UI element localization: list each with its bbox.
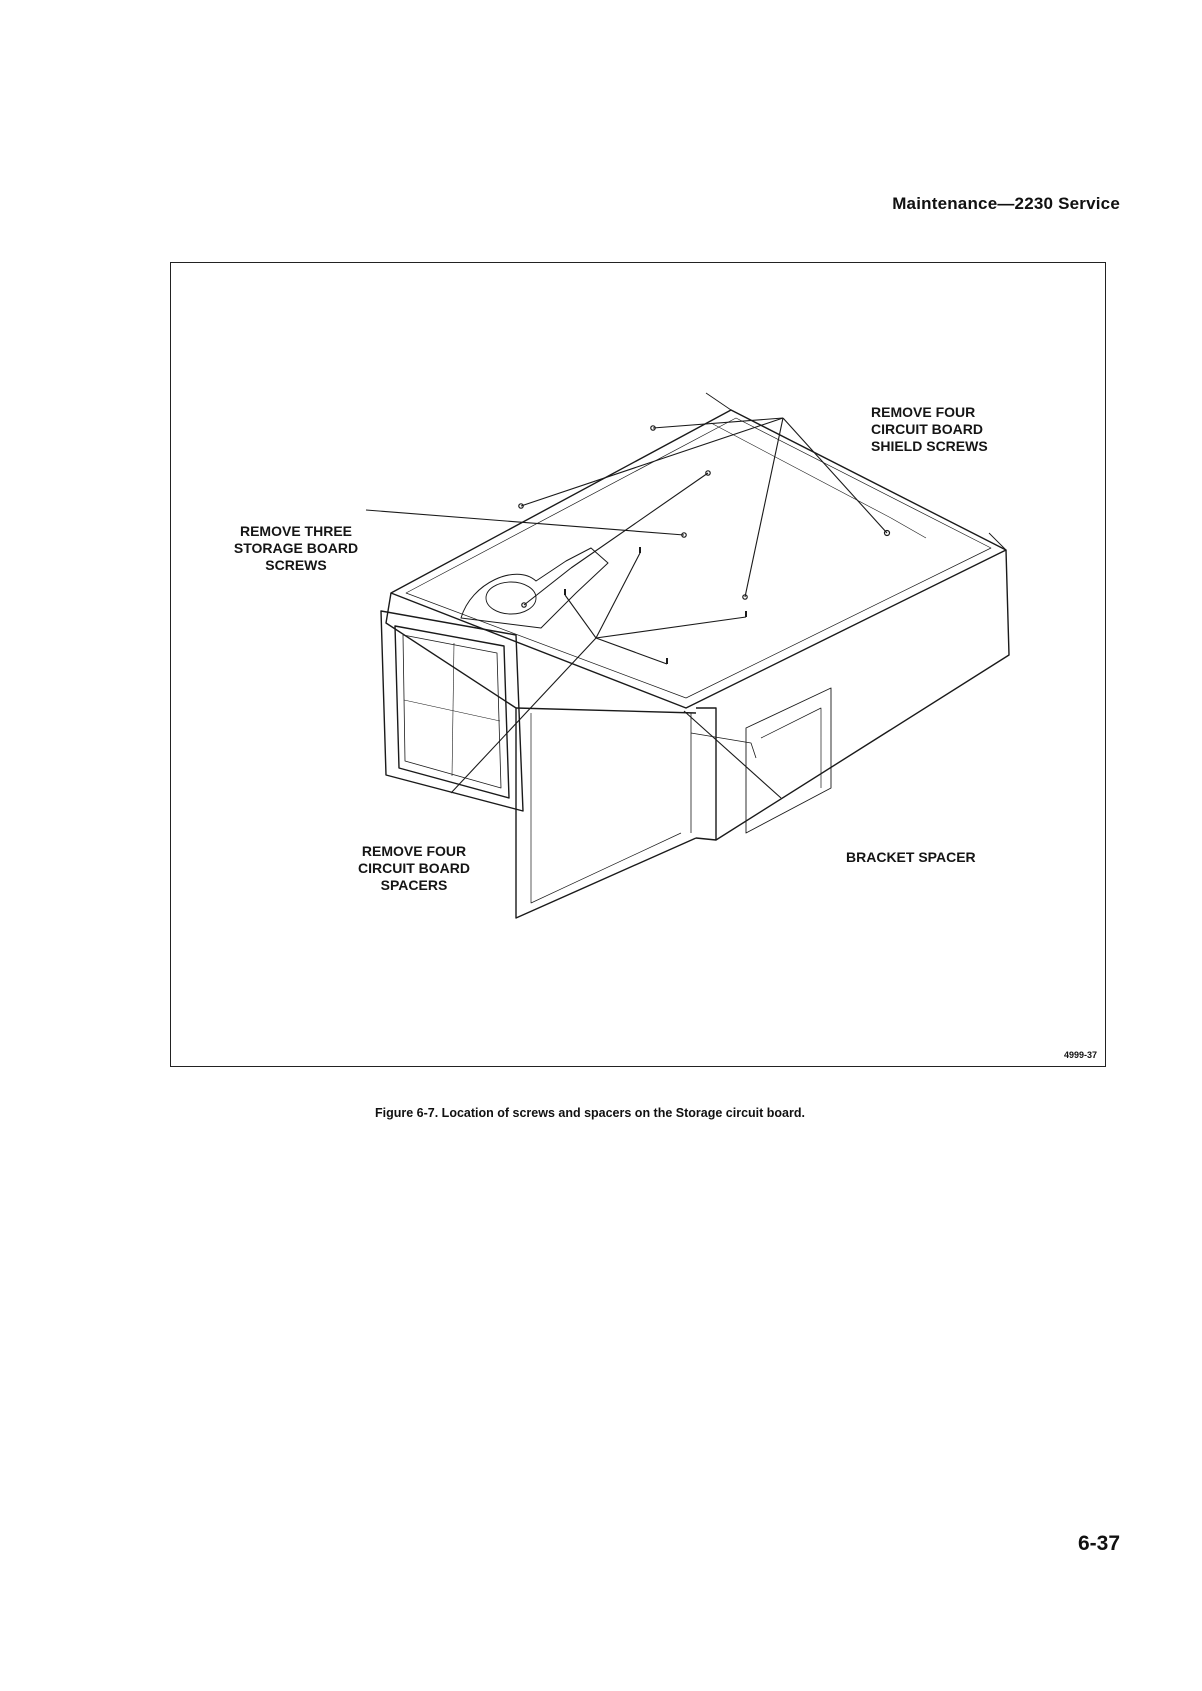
label-bracket-spacer: BRACKET SPACER [846,849,976,865]
figure-frame [170,262,1106,1067]
label-shield-screws: REMOVE FOUR CIRCUIT BOARD SHIELD SCREWS [871,404,988,454]
page-number: 6-37 [1077,1532,1120,1555]
figure-caption: Figure 6-7. Location of screws and spacers on the Storage circuit board. [375,1106,805,1120]
oscilloscope-illustration [171,263,1104,1065]
label-circuit-board-spacers: REMOVE FOUR CIRCUIT BOARD SPACERS [358,843,470,893]
figure-id: 4999-37 [1063,1050,1097,1060]
running-header: Maintenance—2230 Service [892,194,1120,213]
label-storage-board-screws: REMOVE THREE STORAGE BOARD SCREWS [233,523,359,573]
